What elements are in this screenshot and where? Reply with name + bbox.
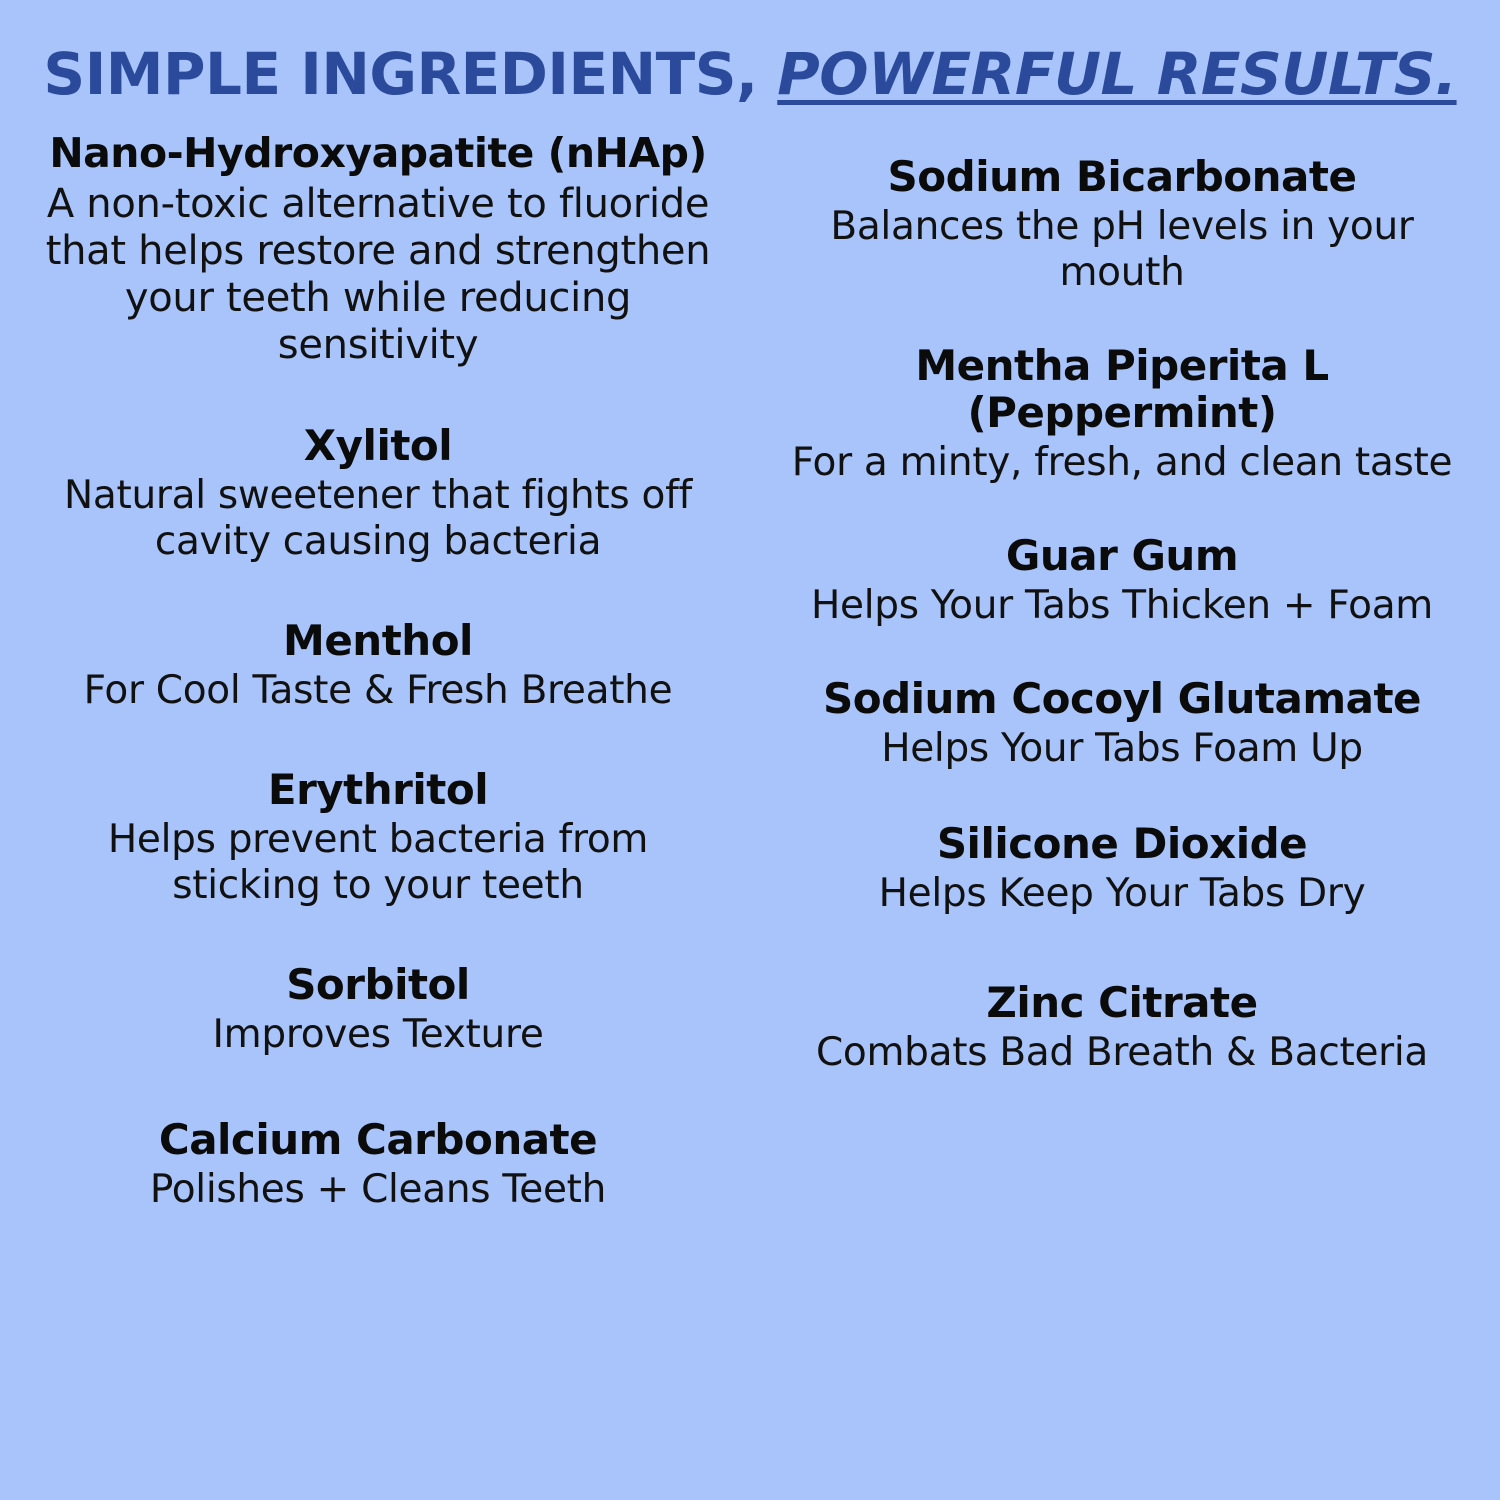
ingredient-name: Sodium Cocoyl Glutamate (822, 674, 1422, 724)
ingredient-name: Xylitol (303, 420, 453, 470)
ingredient-item (34, 617, 722, 714)
ingredients-columns (34, 128, 1466, 1480)
ingredient-name: Calcium Carbonate (158, 1114, 598, 1164)
ingredient-item (34, 961, 722, 1058)
ingredients-column-left (34, 128, 722, 1480)
ingredient-description: Helps Your Tabs Foam Up (881, 726, 1363, 772)
ingredient-description: Helps prevent bacteria from sticking to your teeth (107, 816, 649, 908)
ingredient-item (34, 128, 722, 370)
ingredient-description: Helps Keep Your Tabs Dry (878, 871, 1366, 917)
ingredient-description: For Cool Taste & Fresh Breathe (83, 667, 673, 713)
ingredient-name: Menthol (283, 615, 473, 665)
page-title (34, 40, 1466, 108)
ingredient-description: A non-toxic alternative to fluoride that helps restore and strengthen your teeth while reducing sensitivity (45, 180, 711, 369)
ingredient-name: Nano-Hydroxyapatite (nHAp) (49, 128, 707, 177)
ingredient-item (778, 675, 1466, 772)
ingredient-item (34, 1116, 722, 1213)
ingredient-description: Improves Texture (212, 1011, 544, 1057)
ingredient-name: Zinc Citrate (986, 978, 1258, 1028)
ingredient-name: Erythritol (267, 764, 489, 814)
ingredient-item (34, 422, 722, 565)
ingredient-item (34, 766, 722, 909)
ingredient-description: Polishes + Cleans Teeth (149, 1166, 607, 1212)
ingredient-name: Silicone Dioxide (936, 819, 1308, 869)
headline-part-one: SIMPLE INGREDIENTS, (43, 40, 758, 108)
ingredient-description: Natural sweetener that fights off cavity causing bacteria (64, 472, 692, 564)
ingredient-description: Balances the pH levels in your mouth (830, 203, 1414, 295)
ingredient-item (778, 979, 1466, 1076)
ingredient-name: Sorbitol (286, 959, 470, 1009)
ingredient-name: Guar Gum (1005, 531, 1239, 581)
ingredient-description: For a minty, fresh, and clean taste (791, 440, 1453, 486)
ingredient-description: Helps Your Tabs Thicken + Foam (810, 583, 1433, 629)
ingredient-name: Sodium Bicarbonate (887, 151, 1357, 201)
ingredient-description: Combats Bad Breath & Bacteria (815, 1030, 1429, 1076)
ingredient-item (778, 153, 1466, 296)
ingredient-item (778, 820, 1466, 917)
ingredient-item (778, 532, 1466, 629)
ingredient-item (778, 342, 1466, 486)
ingredients-column-right (778, 131, 1466, 1480)
ingredient-name: Mentha Piperita L (Peppermint) (915, 340, 1329, 437)
headline-part-two: POWERFUL RESULTS. (777, 40, 1457, 108)
